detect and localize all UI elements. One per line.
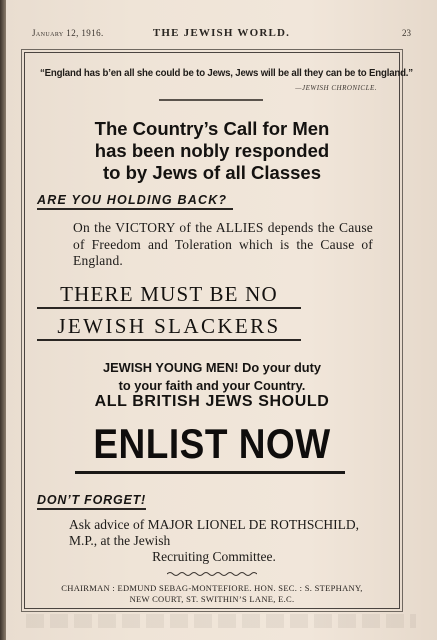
committee-footer [25, 583, 399, 605]
advice-last-line: Recruiting Committee. [152, 549, 276, 564]
quote-block [25, 67, 413, 92]
advice-main-text: Ask advice of MAJOR LIONEL DE ROTHSCHILD, M.P., at the Jewish [69, 517, 359, 548]
wavy-divider [167, 571, 257, 577]
slackers-line-2: JEWISH SLACKERS [37, 313, 301, 341]
footer-line-1: CHAIRMAN : EDMUND SEBAG-MONTEFIORE. HON. SEC. : S. STEPHANY, [61, 583, 363, 593]
british-jews-line: ALL BRITISH JEWS SHOULD [94, 393, 330, 410]
page-header [6, 28, 437, 44]
victory-paragraph: On the VICTORY of the ALLIES depends the Cause of Freedom and Toleration which is the Cause of England. [73, 220, 373, 268]
header-page-number: 23 [402, 28, 411, 38]
quote-text: “England has b’en all she could be to Jews, Jews will be all they can be to England.” [39, 67, 413, 79]
advice-paragraph [69, 517, 359, 565]
advertisement-frame [24, 52, 413, 609]
header-date: January 12, 1916. [32, 28, 104, 38]
slackers-line-1: THERE MUST BE NO [37, 281, 301, 309]
quote-source: —JEWISH CHRONICLE. [295, 84, 377, 92]
header-publication-title: THE JEWISH WORLD. [152, 27, 291, 39]
headline-line-2: has been nobly responded [94, 140, 330, 161]
holding-back-heading: ARE YOU HOLDING BACK? [37, 193, 233, 210]
young-men-line-2: to your faith and your Country. [118, 378, 306, 393]
footer-line-2: NEW COURT, ST. SWITHIN’S LANE, E.C. [129, 594, 295, 604]
newspaper-page [6, 0, 437, 640]
headline [25, 118, 399, 184]
young-men-appeal [25, 359, 399, 395]
divider-rule [159, 99, 263, 101]
bleed-through-text [26, 614, 416, 628]
headline-line-1: The Country’s Call for Men [94, 118, 330, 139]
dont-forget-heading: DON’T FORGET! [37, 493, 146, 510]
enlist-underline [75, 471, 345, 474]
headline-line-3: to by Jews of all Classes [103, 162, 321, 183]
enlist-now-heading: ENLIST NOW [93, 421, 331, 467]
young-men-line-1: JEWISH YOUNG MEN! Do your duty [102, 360, 322, 375]
